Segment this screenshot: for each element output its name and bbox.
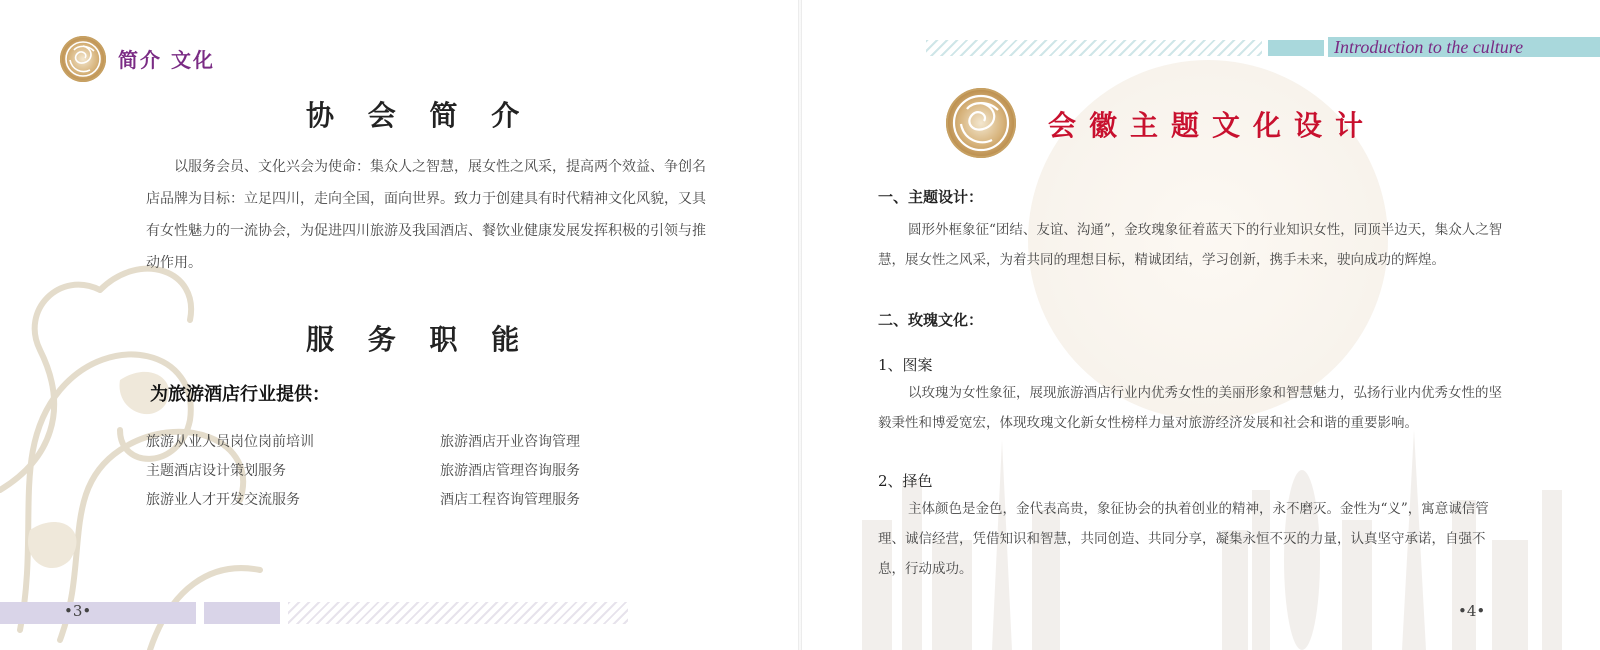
services-subtitle: 为旅游酒店行业提供： bbox=[150, 384, 330, 405]
left-page bbox=[0, 0, 799, 650]
footer-bar-mid bbox=[204, 602, 280, 624]
section1-heading: 一、主题设计： bbox=[878, 188, 984, 206]
right-page bbox=[802, 0, 1600, 650]
page-number: •4• bbox=[1458, 602, 1486, 620]
rose-emblem-icon bbox=[60, 36, 106, 82]
banner-text: Introduction to the culture bbox=[1328, 37, 1600, 57]
services-list-right bbox=[440, 428, 580, 515]
footer-hatch bbox=[288, 602, 628, 624]
page-title: 会徽主题文化设计 bbox=[1048, 109, 1377, 142]
section1-paragraph: 圆形外框象征“团结、友谊、沟通”，金玫瑰象征着蓝天下的行业知识女性，同顶半边天，集众人之智慧，展女性之风采，为着共同的理想目标，精诚团结，学习创新，携手未来，驶向成功的辉煌。 bbox=[878, 222, 1503, 268]
sub1-paragraph: 以玫瑰为女性象征，展现旅游酒店行业内优秀女性的美丽形象和智慧魅力，弘扬行业内优秀女性的坚毅秉性和博爱宽宏，体现玫瑰文化新女性榜样力量对旅游经济发展和社会和谐的重要影响。 bbox=[878, 385, 1502, 431]
sub1-heading: 1、图案 bbox=[878, 356, 933, 374]
section-tag: 简介 文化 bbox=[118, 48, 215, 72]
services-title: 服 务 职 能 bbox=[306, 323, 532, 356]
sub2-heading: 2、择色 bbox=[878, 472, 933, 490]
service-item: 主题酒店设计策划服务 bbox=[146, 463, 286, 479]
service-item: 旅游酒店开业咨询管理 bbox=[440, 434, 580, 450]
footer-bar-left bbox=[0, 602, 196, 624]
service-item: 酒店工程咨询管理服务 bbox=[440, 492, 580, 508]
section2-heading: 二、玫瑰文化： bbox=[878, 311, 984, 329]
banner-accent bbox=[1268, 40, 1324, 56]
service-item: 旅游从业人员岗位岗前培训 bbox=[146, 434, 314, 450]
service-item: 旅游业人才开发交流服务 bbox=[146, 492, 300, 508]
intro-paragraph: 以服务会员、文化兴会为使命：集众人之智慧，展女性之风采，提高两个效益、争创名店品牌为目标：立足四川，走向全国，面向世界。致力于创建具有时代精神文化风貌，又具有女性魅力的一流协会，为促进四川旅游及我国酒店、餐饮业健康发展发挥积极的引领与推动作用。 bbox=[146, 159, 706, 271]
sub2-paragraph: 主体颜色是金色，金代表高贵，象征协会的执着创业的精神，永不磨灭。金性为“义”，寓意诚信管理、诚信经营，凭借知识和智慧，共同创造、共同分享，凝集永恒不灭的力量，认真坚守承诺，自强不息，行动成功。 bbox=[878, 501, 1489, 577]
rose-emblem-icon bbox=[946, 88, 1016, 158]
intro-title: 协 会 简 介 bbox=[306, 99, 532, 132]
page-number: •3• bbox=[64, 602, 92, 620]
service-item: 旅游酒店管理咨询服务 bbox=[440, 463, 580, 479]
banner-hatch bbox=[926, 40, 1262, 56]
services-list-left bbox=[146, 428, 314, 515]
